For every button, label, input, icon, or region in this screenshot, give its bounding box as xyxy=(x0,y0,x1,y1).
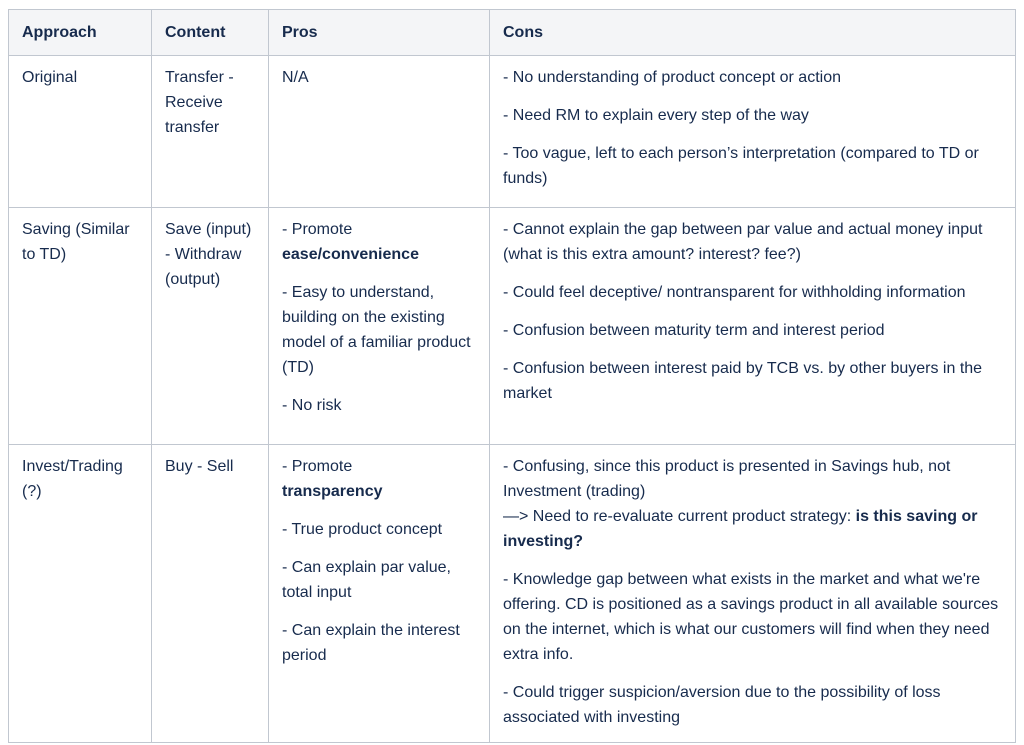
pros-item: N/A xyxy=(282,69,309,86)
cons-item: - Cannot explain the gap between par value and actual money input (what is this extra amount? interest? fee?) xyxy=(503,221,983,263)
cell-cons xyxy=(490,445,1016,743)
header-pros: Pros xyxy=(269,10,490,56)
cons-item-text: —> Need to re-evaluate current product strategy: xyxy=(503,508,856,525)
cons-item: - No understanding of product concept or action xyxy=(503,69,841,86)
cons-item-emphasis: is this saving or investing? xyxy=(503,508,978,550)
header-content: Content xyxy=(152,10,269,56)
approach-text: Invest/Trading (?) xyxy=(22,458,123,500)
cell-content xyxy=(152,208,269,445)
cell-content xyxy=(152,56,269,208)
cons-item: - Confusion between interest paid by TCB vs. by other buyers in the market xyxy=(503,360,983,402)
cons-item: - Could feel deceptive/ nontransparent for withholding information xyxy=(503,284,966,301)
content-text: Transfer - Receive transfer xyxy=(165,69,234,136)
cell-cons xyxy=(490,56,1016,208)
cell-pros xyxy=(269,208,490,445)
pros-item: - Can explain par value, total input xyxy=(282,559,451,601)
cell-approach xyxy=(9,208,152,445)
cell-approach xyxy=(9,56,152,208)
pros-item-emphasis: transparency xyxy=(282,483,383,500)
pros-item xyxy=(282,454,477,504)
cons-item: - Confusion between maturity term and interest period xyxy=(503,322,885,339)
cons-item: - Need RM to explain every step of the way xyxy=(503,107,809,124)
cons-item: - Could trigger suspicion/aversion due to the possibility of loss associated with investing xyxy=(503,684,941,726)
table-row-original xyxy=(9,56,1016,208)
header-approach: Approach xyxy=(9,10,152,56)
cons-item-text: - Confusing, since this product is presented in Savings hub, not Investment (trading) xyxy=(503,458,951,500)
table-row-saving xyxy=(9,208,1016,445)
pros-item: - True product concept xyxy=(282,521,443,538)
table-header-row xyxy=(9,10,1016,56)
cell-pros xyxy=(269,56,490,208)
approach-text: Original xyxy=(22,69,78,86)
table-row-invest-trading xyxy=(9,445,1016,743)
pros-item xyxy=(282,217,477,267)
pros-item-text: - Promote xyxy=(282,221,353,238)
pros-item: - No risk xyxy=(282,397,342,414)
cell-pros xyxy=(269,445,490,743)
content-text: Buy - Sell xyxy=(165,458,234,475)
cell-cons xyxy=(490,208,1016,445)
cell-approach xyxy=(9,445,152,743)
comparison-table xyxy=(8,9,1016,743)
cell-content xyxy=(152,445,269,743)
cons-item: - Too vague, left to each person’s interpretation (compared to TD or funds) xyxy=(503,145,979,187)
pros-item: - Can explain the interest period xyxy=(282,622,460,664)
approach-text: Saving (Similar to TD) xyxy=(22,221,130,263)
pros-item: - Easy to understand, building on the existing model of a familiar product (TD) xyxy=(282,284,471,376)
cons-item xyxy=(503,454,1003,554)
header-cons: Cons xyxy=(490,10,1016,56)
pros-item-emphasis: ease/convenience xyxy=(282,246,419,263)
content-text: Save (input) - Withdraw (output) xyxy=(165,221,252,288)
cons-item: - Knowledge gap between what exists in the market and what we're offering. CD is positioned as a savings product in all available sources on the internet, which is what our customers will find when they need extra info. xyxy=(503,571,999,663)
pros-item-text: - Promote xyxy=(282,458,353,475)
